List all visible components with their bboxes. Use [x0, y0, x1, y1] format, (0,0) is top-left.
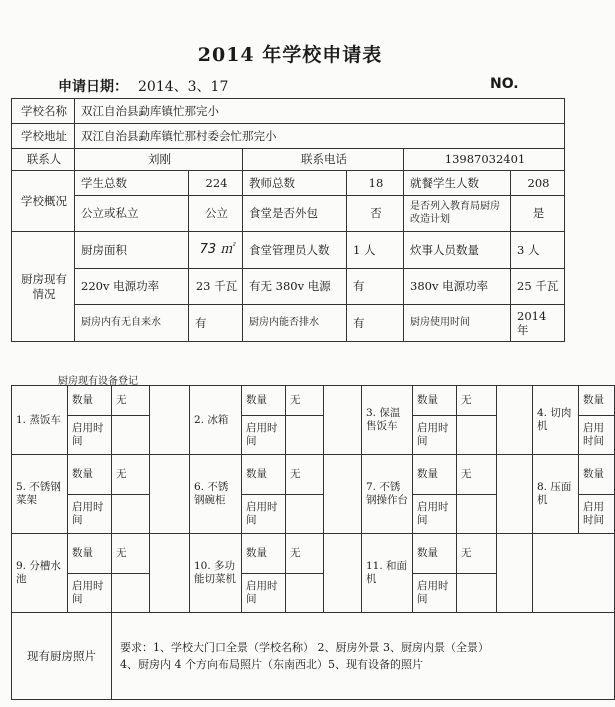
has-380-label: 有无 380v 电源: [243, 269, 347, 305]
cooks-value: 3 人: [511, 232, 565, 269]
photo-requirements-line-1: 要求：1、学校大门口全景（学校名称） 2、厨房外景 3、厨房内景（全景）: [120, 641, 489, 655]
equipment-qty-label: 数量: [68, 386, 112, 416]
school-name-value: 双江自治县勐库镇忙那完小: [75, 99, 565, 124]
equipment-qty-label: 数量: [413, 455, 457, 495]
teachers-label: 教师总数: [243, 171, 347, 196]
equipment-qty-label: 数量: [579, 455, 615, 495]
renovation-plan-value: 是: [511, 196, 565, 232]
equipment-start-value: [286, 415, 324, 455]
equipment-table: [11, 385, 615, 700]
equipment-name: 6. 不锈钢碗柜: [190, 455, 242, 534]
photo-requirements-line-2: 4、厨房内 4 个方向布局照片（东南西北）5、现有设备的照片: [120, 658, 423, 672]
phone-label: 联系电话: [243, 149, 404, 171]
page-title: 2014 年学校申请表: [197, 44, 383, 66]
spacer-cell: [497, 386, 533, 455]
kitchen-area-value: 73 ㎡: [189, 232, 243, 269]
spacer-cell: [150, 386, 190, 455]
kitchen-since-label: 厨房使用时间: [404, 305, 511, 342]
apply-date-value: 2014、3、17: [138, 79, 229, 95]
cooks-label: 炊事人员数量: [404, 232, 511, 269]
managers-label: 食堂管理员人数: [243, 232, 347, 269]
spacer-cell: [497, 534, 533, 613]
equipment-caption: 厨房现有设备登记: [58, 376, 138, 387]
equipment-name: 7. 不锈钢操作台: [362, 455, 413, 534]
equipment-start-label: 启用时间: [68, 415, 112, 455]
spacer-cell: [497, 455, 533, 534]
renovation-plan-label: 是否列入教育局厨房改造计划: [404, 196, 511, 232]
equipment-name: 9. 分槽水池: [12, 534, 68, 613]
equipment-qty-value: 无: [112, 386, 150, 416]
equipment-start-value: [112, 573, 150, 613]
equipment-start-label: 启用时间: [413, 573, 457, 613]
overview-section-label: 学校概况: [12, 171, 75, 232]
form-number-label: NO.: [490, 76, 519, 92]
power-380-label: 380v 电源功率: [404, 269, 511, 305]
equipment-qty-value: 无: [457, 455, 497, 495]
apply-date-label: 申请日期：: [58, 79, 128, 95]
equipment-start-value: [286, 573, 324, 613]
contact-label: 联系人: [12, 149, 75, 171]
equipment-qty-label: 数量: [242, 386, 286, 416]
drainage-value: 有: [347, 305, 404, 342]
equipment-qty-value: 无: [286, 386, 324, 416]
public-private-value: 公立: [189, 196, 243, 232]
drainage-label: 厨房内能否排水: [243, 305, 347, 342]
equipment-start-value: [112, 415, 150, 455]
school-info-table: [11, 98, 565, 342]
equipment-start-label: 启用时间: [242, 494, 286, 534]
spacer-cell: [324, 455, 362, 534]
apply-date: [58, 76, 228, 96]
kitchen-section-label: 厨房现有情况: [12, 232, 75, 342]
kitchen-since-value: 2014 年: [511, 305, 565, 342]
equipment-name: 1. 蒸饭车: [12, 386, 68, 455]
equipment-name: 5. 不锈钢菜架: [12, 455, 68, 534]
equipment-start-label: 启用时间: [579, 415, 615, 455]
school-name-label: 学校名称: [12, 99, 75, 124]
equipment-start-label: 启用时间: [68, 494, 112, 534]
equipment-qty-label: 数量: [579, 386, 615, 416]
outsourced-label: 食堂是否外包: [243, 196, 347, 232]
contact-value: 刘刚: [75, 149, 243, 171]
equipment-name: 4. 切肉机: [533, 386, 579, 455]
equipment-start-label: 启用时间: [413, 494, 457, 534]
school-address-value: 双江自治县勐库镇忙那村委会忙那完小: [75, 124, 565, 149]
tap-water-label: 厨房内有无自来水: [75, 305, 189, 342]
spacer-cell: [324, 386, 362, 455]
dining-students-label: 就餐学生人数: [404, 171, 511, 196]
school-address-label: 学校地址: [12, 124, 75, 149]
equipment-start-label: 启用时间: [413, 415, 457, 455]
equipment-qty-label: 数量: [242, 455, 286, 495]
equipment-qty-value: 无: [457, 534, 497, 574]
outsourced-value: 否: [347, 196, 404, 232]
spacer-cell: [324, 534, 362, 613]
power-220-label: 220v 电源功率: [75, 269, 189, 305]
equipment-qty-value: 无: [286, 455, 324, 495]
equipment-name: 10. 多功能切菜机: [190, 534, 242, 613]
equipment-name: 2. 冰箱: [190, 386, 242, 455]
equipment-start-value: [457, 494, 497, 534]
equipment-qty-label: 数量: [68, 455, 112, 495]
phone-value: 13987032401: [404, 149, 565, 171]
photo-requirements: [112, 613, 615, 700]
equipment-start-value: [112, 494, 150, 534]
teachers-value: 18: [347, 171, 404, 196]
equipment-name: 8. 压面机: [533, 455, 579, 534]
equipment-qty-label: 数量: [413, 386, 457, 416]
equipment-start-label: 启用时间: [242, 415, 286, 455]
equipment-qty-label: 数量: [413, 534, 457, 574]
equipment-start-value: [457, 415, 497, 455]
equipment-name: 11. 和面机: [362, 534, 413, 613]
power-380-value: 25 千瓦: [511, 269, 565, 305]
kitchen-area-label: 厨房面积: [75, 232, 189, 269]
students-value: 224: [189, 171, 243, 196]
equipment-qty-label: 数量: [68, 534, 112, 574]
empty-cell: [533, 534, 615, 613]
equipment-qty-label: 数量: [242, 534, 286, 574]
equipment-start-value: [457, 573, 497, 613]
equipment-qty-value: 无: [112, 534, 150, 574]
equipment-start-label: 启用时间: [579, 494, 615, 534]
tap-water-value: 有: [189, 305, 243, 342]
public-private-label: 公立或私立: [75, 196, 189, 232]
spacer-cell: [150, 455, 190, 534]
equipment-start-value: [286, 494, 324, 534]
equipment-start-label: 启用时间: [242, 573, 286, 613]
students-label: 学生总数: [75, 171, 189, 196]
equipment-name: 3. 保温售饭车: [362, 386, 413, 455]
equipment-start-label: 启用时间: [68, 573, 112, 613]
dining-students-value: 208: [511, 171, 565, 196]
has-380-value: 有: [347, 269, 404, 305]
equipment-qty-value: 无: [457, 386, 497, 416]
spacer-cell: [150, 534, 190, 613]
managers-value: 1 人: [347, 232, 404, 269]
power-220-value: 23 千瓦: [189, 269, 243, 305]
equipment-qty-value: 无: [286, 534, 324, 574]
equipment-qty-value: 无: [112, 455, 150, 495]
photos-label: 现有厨房照片: [12, 613, 112, 700]
